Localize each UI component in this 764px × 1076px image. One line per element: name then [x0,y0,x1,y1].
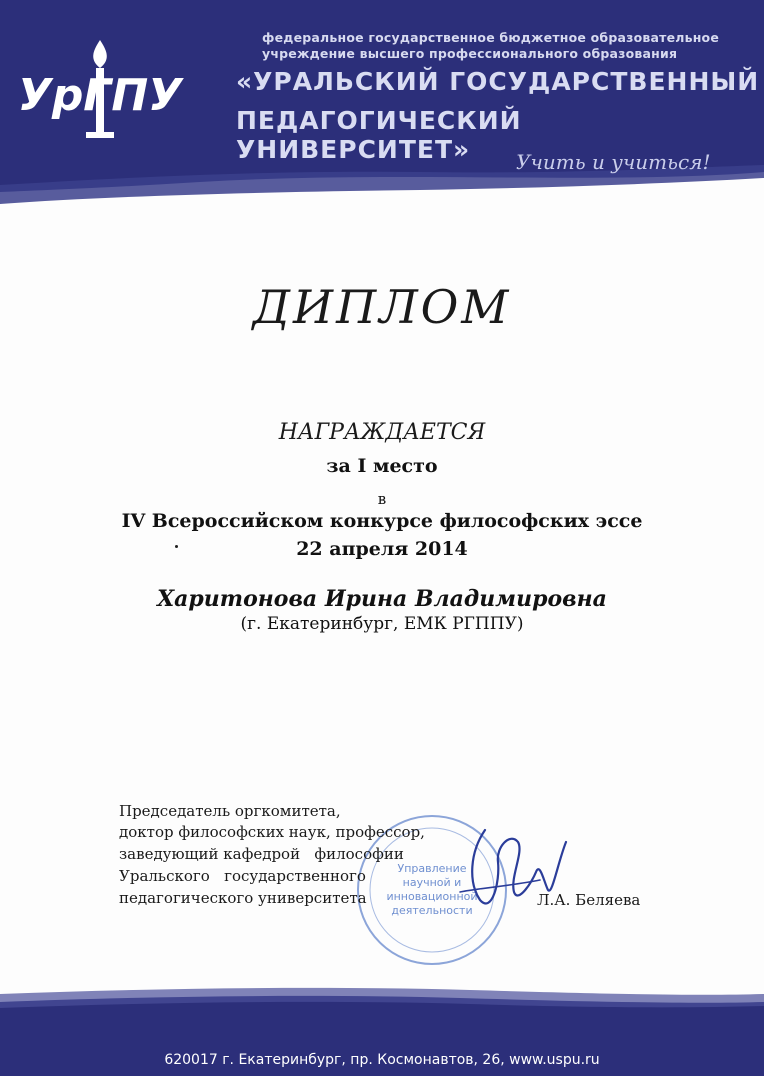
signatory-title-line-3: заведующий кафедрой философии [119,845,404,863]
torch-flame-icon [93,40,107,68]
institution-type-line-2: учреждение высшего профессионального образования [262,46,678,61]
university-logo [17,38,183,148]
award-place: за I место [326,455,438,477]
svg-text:инновационной: инновационной [386,890,478,903]
preposition: в [377,490,387,508]
university-name-line-2: ПЕДАГОГИЧЕСКИЙ УНИВЕРСИТЕТ» [236,106,522,164]
svg-text:УрГПУ: УрГПУ [17,70,183,121]
university-motto: Учить и учиться! [516,150,711,174]
contest-name: IV Всероссийском конкурсе философских эссе [121,510,643,532]
signatory-title-line-1: Председатель оргкомитета, [119,802,341,820]
svg-text:деятельности: деятельности [391,904,473,917]
awarded-label: НАГРАЖДАЕТСЯ [278,420,486,445]
svg-text:Управление: Управление [397,862,467,875]
signatory-title-line-5: педагогического университета [119,889,367,907]
ink-dot [175,545,178,548]
signatory-title-line-2: доктор философских наук, профессор, [119,823,425,841]
university-name-line-1: «УРАЛЬСКИЙ ГОСУДАРСТВЕННЫЙ [236,67,760,96]
footer-address: 620017 г. Екатеринбург, пр. Космонавтов, 26, www.uspu.ru [164,1052,600,1068]
recipient-name: Харитонова Ирина Владимировна [157,586,607,612]
institution-type-line-1: федеральное государственное бюджетное образовательное [262,30,720,45]
contest-date: 22 апреля 2014 [296,538,468,560]
recipient-organization: (г. Екатеринбург, ЕМК РГППУ) [240,614,524,634]
signer-name: Л.А. Беляева [537,891,641,909]
svg-text:научной и: научной и [402,876,462,889]
diploma-title: ДИПЛОМ [252,280,512,334]
signatory-title-line-4: Уральского государственного [119,867,366,885]
